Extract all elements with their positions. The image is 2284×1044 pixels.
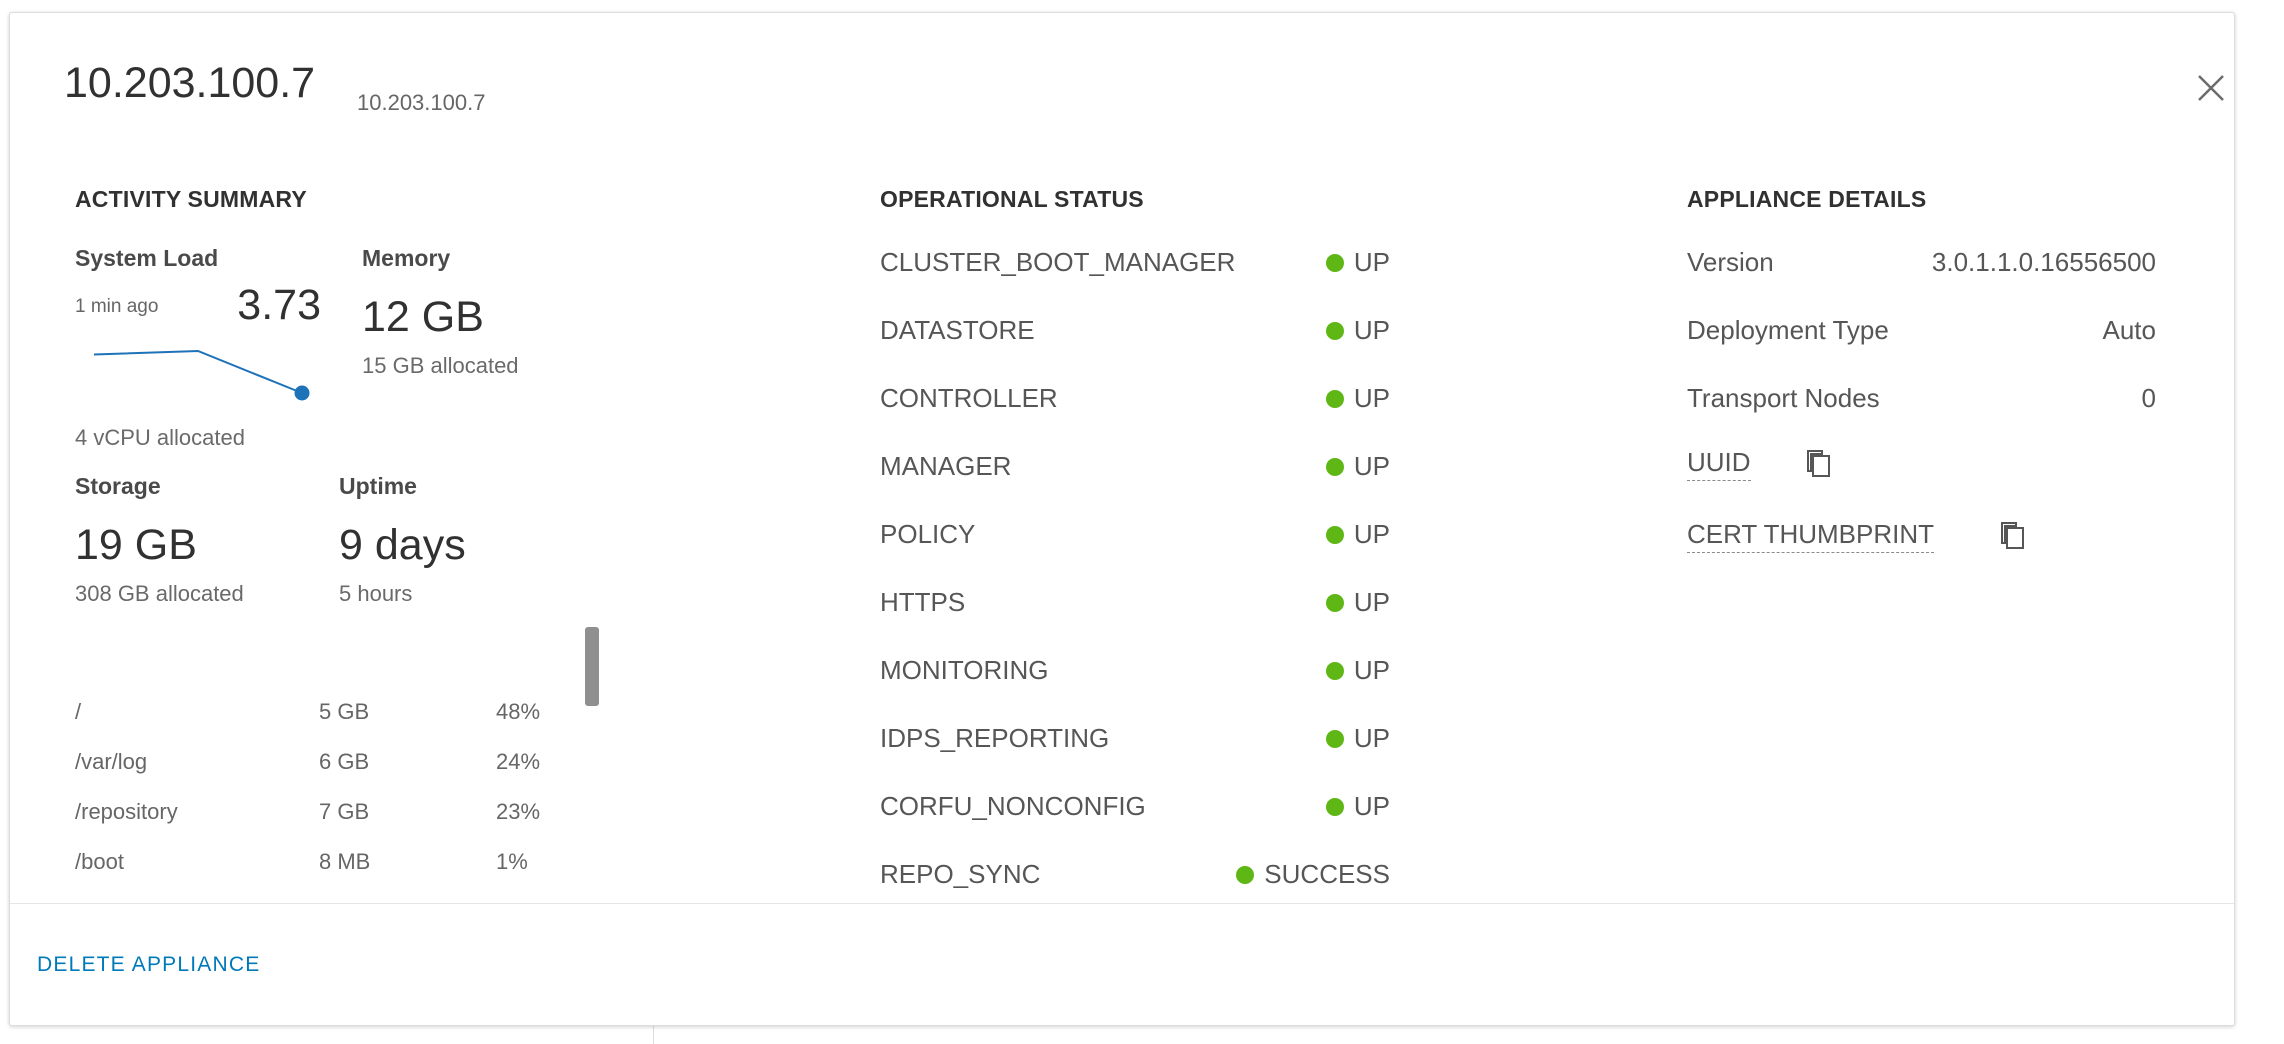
uptime-detail: 5 hours (339, 581, 413, 606)
version-label: Version (1687, 247, 1774, 277)
service-name: DATASTORE (880, 315, 1035, 345)
memory-value: 12 GB (362, 293, 484, 341)
status-dot (1326, 662, 1344, 680)
sparkline-line (94, 351, 302, 393)
vcpu-allocated: 4 vCPU allocated (75, 425, 245, 450)
storage-allocated: 308 GB allocated (75, 581, 244, 606)
service-name: CLUSTER_BOOT_MANAGER (880, 247, 1236, 277)
disk-path: /var/log (75, 749, 148, 774)
modal-subtitle: 10.203.100.7 (357, 90, 486, 115)
disk-size: 5 GB (319, 699, 370, 724)
system-load-sparkline (80, 333, 330, 413)
status-dot (1236, 866, 1254, 884)
status-text: UP (1353, 791, 1390, 821)
status-dot (1326, 458, 1344, 476)
service-name: CORFU_NONCONFIG (880, 791, 1146, 821)
storage-label: Storage (75, 473, 161, 499)
disk-size: 6 GB (319, 749, 370, 774)
service-status (1236, 859, 1390, 890)
status-text: SUCCESS (1264, 859, 1390, 889)
memory-allocated: 15 GB allocated (362, 353, 519, 378)
status-dot (1326, 526, 1344, 544)
status-text: UP (1353, 723, 1390, 753)
activity-summary-heading: ACTIVITY SUMMARY (75, 186, 307, 212)
system-load-value: 3.73 (237, 281, 321, 329)
memory-label: Memory (362, 245, 451, 271)
modal-title: 10.203.100.7 (64, 59, 316, 107)
disk-percent: 23% (496, 799, 541, 824)
uptime-label: Uptime (339, 473, 417, 499)
sparkline-last-point (295, 386, 310, 401)
close-icon (2190, 67, 2232, 109)
copy-icon (1804, 447, 1834, 481)
service-name: IDPS_REPORTING (880, 723, 1110, 753)
service-status (1326, 791, 1390, 822)
uuid-label[interactable]: UUID (1687, 447, 1751, 481)
transport-nodes-label: Transport Nodes (1687, 383, 1880, 413)
service-name: CONTROLLER (880, 383, 1058, 413)
disk-path: /boot (75, 849, 124, 874)
status-dot (1326, 730, 1344, 748)
service-status (1326, 587, 1390, 618)
status-text: UP (1353, 315, 1390, 345)
status-text: UP (1353, 451, 1390, 481)
disk-size: 7 GB (319, 799, 370, 824)
status-text: UP (1353, 587, 1390, 617)
status-dot (1326, 254, 1344, 272)
appliance-details-modal (9, 12, 2235, 1026)
status-text: UP (1353, 519, 1390, 549)
disk-path: / (75, 699, 82, 724)
deployment-type-label: Deployment Type (1687, 315, 1889, 345)
disk-percent: 24% (496, 749, 541, 774)
service-status (1326, 655, 1390, 686)
copy-icon (1998, 519, 2028, 553)
status-dot (1326, 322, 1344, 340)
deployment-type-value: Auto (2102, 315, 2156, 345)
uuid-copy-button[interactable] (1804, 447, 1834, 481)
delete-appliance-button[interactable]: DELETE APPLIANCE (37, 953, 261, 976)
disk-percent: 48% (496, 699, 541, 724)
service-name: HTTPS (880, 587, 966, 617)
status-dot (1326, 798, 1344, 816)
transport-nodes-value: 0 (2141, 383, 2156, 413)
service-status (1326, 247, 1390, 278)
status-dot (1326, 594, 1344, 612)
storage-value: 19 GB (75, 521, 197, 569)
status-text: UP (1353, 655, 1390, 685)
version-value: 3.0.1.1.0.16556500 (1931, 247, 2156, 277)
service-name: POLICY (880, 519, 976, 549)
disk-list-scrollbar[interactable] (585, 627, 599, 706)
system-load-label: System Load (75, 245, 219, 271)
system-load-time: 1 min ago (75, 296, 159, 317)
service-name: MONITORING (880, 655, 1049, 685)
service-status (1326, 451, 1390, 482)
service-name: REPO_SYNC (880, 859, 1041, 889)
appliance-details-heading: APPLIANCE DETAILS (1687, 186, 1927, 212)
operational-status-heading: OPERATIONAL STATUS (880, 186, 1144, 212)
cert-thumbprint-copy-button[interactable] (1998, 519, 2028, 553)
disk-size: 8 MB (319, 849, 371, 874)
footer-divider (10, 903, 2234, 904)
service-status (1326, 315, 1390, 346)
service-name: MANAGER (880, 451, 1012, 481)
status-text: UP (1353, 383, 1390, 413)
status-text: UP (1353, 247, 1390, 277)
status-dot (1326, 390, 1344, 408)
service-status (1326, 519, 1390, 550)
close-button[interactable] (2190, 67, 2232, 109)
cert-thumbprint-label[interactable]: CERT THUMBPRINT (1687, 519, 1934, 553)
service-status (1326, 383, 1390, 414)
service-status (1326, 723, 1390, 754)
uptime-value: 9 days (339, 521, 466, 569)
disk-percent: 1% (496, 849, 528, 874)
disk-path: /repository (75, 799, 178, 824)
